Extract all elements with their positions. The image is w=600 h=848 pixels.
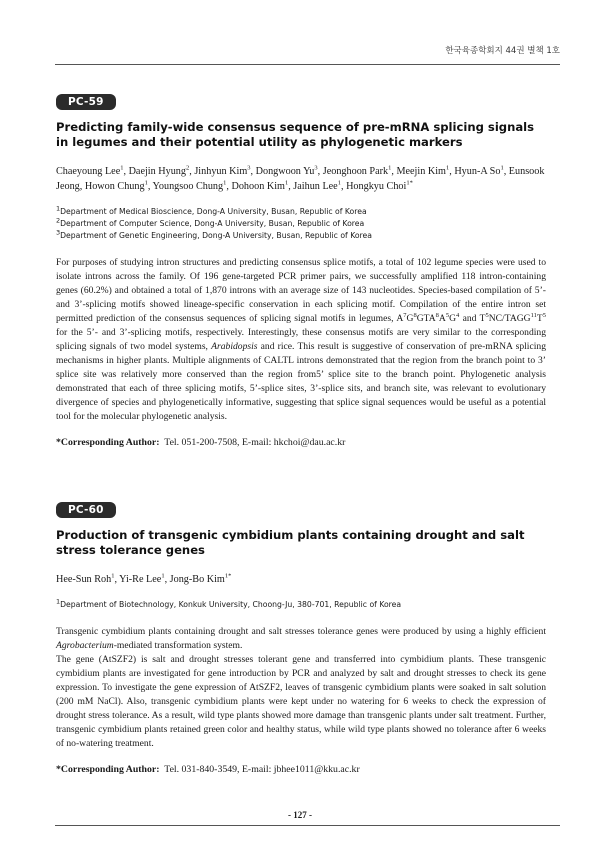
footer-rule bbox=[55, 825, 560, 826]
author-list: Hee-Sun Roh$^1$, Yi-Re Lee$^1$, Jong-Bo Kim$^{1*}$ bbox=[56, 572, 232, 585]
abstract-code-badge: PC-59 bbox=[56, 94, 116, 110]
affiliation: $^3$Department of Genetic Engineering, Dong-A University, Busan, Republic of Korea bbox=[56, 228, 372, 240]
corresponding-author bbox=[56, 763, 546, 777]
affiliation: $^1$Department of Biotechnology, Konkuk University, Choong-Ju, 380-701, Republic of Korea bbox=[56, 597, 402, 609]
affiliation-list bbox=[56, 206, 546, 242]
author-list: Chaeyoung Lee$^1$, Daejin Hyung$^2$, Jinhyun Kim$^3$, Dongwoon Yu$^3$, Jeonghoon Park$^1$, Meejin Kim$^1$, Hyun-A So$^1$, Eunsook Jeong, Howon Chung$^1$, Youngsoo Chung$^1$, Dohoon Kim$^1$, Jaihun Lee$^1$, Hongkyu Choi$^{1*}$ bbox=[56, 164, 545, 192]
abstract-code-badge: PC-60 bbox=[56, 502, 116, 518]
affiliation: $^1$Department of Medical Bioscience, Dong-A University, Busan, Republic of Korea bbox=[56, 204, 367, 216]
affiliation-list bbox=[56, 599, 546, 611]
abstract-title: Predicting family-wide consensus sequence of pre-mRNA splicing signals in legumes and their potential utility as phylogenetic markers bbox=[56, 120, 535, 149]
abstract-body: Transgenic cymbidium plants containing drought and salt stresses tolerance genes were produced by using a highly efficient Agrobacterium-mediated transformation system. The gene (AtSZF2) is salt and drought stresses tolerant gene and transferred into cymbidium plants. These transgenic cymbidium plants are investigated for gene introduction by PCR and analyzed by salt and drought stresses to check its gene expression. To investigate the gene expression of AtSZF2, leaves of transgenic cymbidium plants were soaked in salt solution (200 mM NaCl). Also, transgenic cymbidium plants were kept under no watering for 6 weeks to check the expression of drought stress tolerance. As a result, wild type plants showed more damage than transgenic plants under salt treatment. Further, transgenic cymbidium plants retained green color and healthy status, while wild type plants showed no tolerance after 6 weeks of no-watering treatment. bbox=[56, 626, 546, 749]
page-number: - 127 - bbox=[288, 810, 312, 820]
header-rule bbox=[55, 64, 560, 65]
corresponding-author bbox=[56, 436, 546, 450]
corresponding-email: E-mail: hkchoi@dau.ac.kr bbox=[241, 437, 346, 448]
corresponding-tel: Tel. 031-840-3549, bbox=[164, 764, 240, 775]
affiliation: $^2$Department of Computer Science, Dong-A University, Busan, Republic of Korea bbox=[56, 216, 365, 228]
abstract-title: Production of transgenic cymbidium plants containing drought and salt stress tolerance genes bbox=[56, 528, 525, 557]
corresponding-email: E-mail: jbhee1011@kku.ac.kr bbox=[241, 764, 360, 775]
abstract-pc-59 bbox=[56, 92, 546, 450]
corresponding-tel: Tel. 051-200-7508, bbox=[164, 437, 240, 448]
corresponding-label: *Corresponding Author: bbox=[56, 764, 160, 775]
corresponding-label: *Corresponding Author: bbox=[56, 437, 160, 448]
abstract-pc-60 bbox=[56, 500, 546, 777]
abstract-body: For purposes of studying intron structures and predicting consensus splice motifs, a total of 102 legume species were used to isolate introns across the family. Of 196 gene-targeted PCR primer pairs, we successfully amplified 118 intron-containing genes (60.2%) and obtained a total of 1,870 introns with an average size of 143 nucleotides. Species-based compilation of 5’- and 3’-splicing motifs showed lineage-specific conservation in each splicing motif. Compilation of the entire intron set permitted prediction of the consensus sequences of splicing signal motifs in legumes, $A^7G^8GTA^8A^5G^4$ and $T^5NC/TAGG^{11}T^5$ for the 5’- and 3’-splicing motifs, respectively. Interestingly, these consensus motifs are very similar to the corresponding splicing signals of two model systems, Arabidopsis and rice. This result is suggestive of conservation of pre-mRNA splicing mechanisms in higher plants. Multiple alignments of CALTL introns demonstrated that the region from the branch point to 3’ splice site was relatively more conserved than the region from5’ splice site to the branch point. Phylogenetic analysis demonstrated that each of three splicing motifs, 5’-splice sites, 3’-splice sits, and branch site, was relevant to evolutionary divergence of species and phylogenetically informative, suggesting that splice signal sequences would be useful as a potential tool for the molecular phylogenetic analysis. bbox=[56, 257, 546, 422]
journal-header: 한국육종학회지 44권 별책 1호 bbox=[445, 46, 560, 56]
